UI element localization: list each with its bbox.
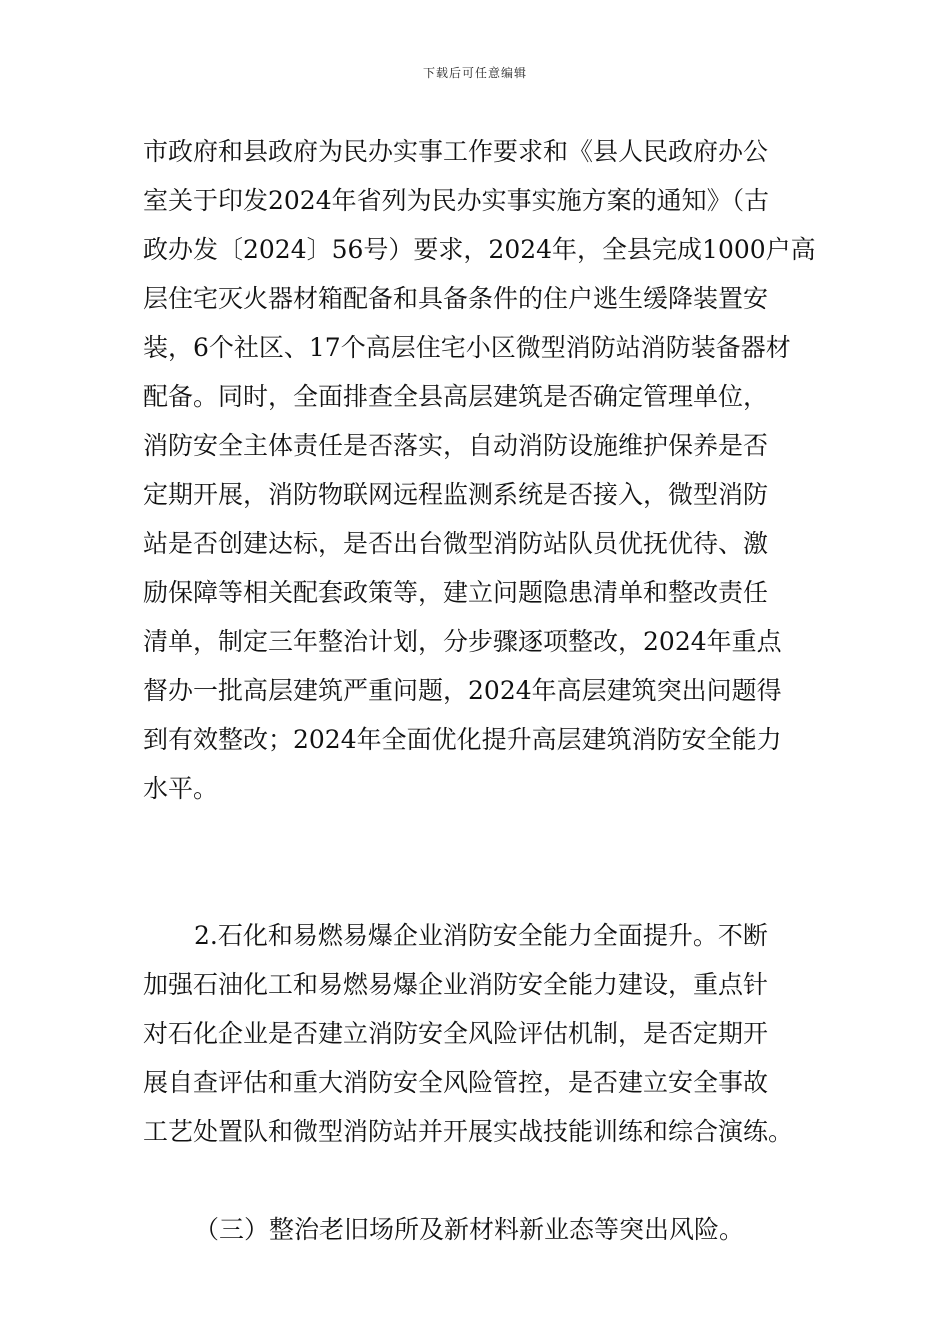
- paragraph-spacer: [143, 813, 809, 862]
- text-line: 励保障等相关配套政策等，建立问题隐患清单和整改责任: [143, 578, 769, 607]
- text-line: 定期开展，消防物联网远程监测系统是否接入，微型消防: [143, 480, 769, 509]
- text-line: 消防安全主体责任是否落实，自动消防设施维护保养是否: [143, 431, 769, 460]
- text-line: 装，6个社区、17个高层住宅小区微型消防站消防装备器材: [143, 333, 791, 362]
- paragraph-2: [143, 911, 809, 1156]
- text-line: 配备。同时，全面排查全县高层建筑是否确定管理单位，: [143, 382, 769, 411]
- paragraph-1: [143, 127, 816, 813]
- text-line: 工艺处置队和微型消防站并开展实战技能训练和综合演练。: [143, 1117, 794, 1146]
- document-body: [143, 127, 816, 1254]
- text-line: 加强石油化工和易燃易爆企业消防安全能力建设，重点针: [143, 970, 769, 999]
- text-line: 层住宅灭火器材箱配备和具备条件的住户逃生缓降装置安: [143, 284, 769, 313]
- text-line: 到有效整改；2024年全面优化提升高层建筑消防安全能力: [143, 725, 782, 754]
- text-line: 水平。: [143, 774, 219, 803]
- text-line: 督办一批高层建筑严重问题，2024年高层建筑突出问题得: [143, 676, 782, 705]
- paragraph-spacer: [143, 862, 809, 911]
- paragraph-spacer: [143, 1156, 809, 1205]
- text-line: 室关于印发2024年省列为民办实事实施方案的通知》（古: [143, 186, 770, 215]
- section-heading: [143, 1205, 809, 1254]
- section-heading-text: （三）整治老旧场所及新材料新业态等突出风险。: [194, 1215, 745, 1244]
- text-line: 站是否创建达标，是否出台微型消防站队员优抚优待、激: [143, 529, 769, 558]
- text-line: 展自查评估和重大消防安全风险管控，是否建立安全事故: [143, 1068, 769, 1097]
- text-line: 2.石化和易燃易爆企业消防安全能力全面提升。不断: [194, 921, 768, 950]
- text-line: 政办发〔2024〕56号）要求，2024年，全县完成1000户高: [143, 235, 816, 264]
- text-line: 市政府和县政府为民办实事工作要求和《县人民政府办公: [143, 137, 769, 166]
- page-header: 下载后可任意编辑: [422, 66, 527, 80]
- text-line: 清单，制定三年整治计划，分步骤逐项整改，2024年重点: [143, 627, 782, 656]
- text-line: 对石化企业是否建立消防安全风险评估机制，是否定期开: [143, 1019, 769, 1048]
